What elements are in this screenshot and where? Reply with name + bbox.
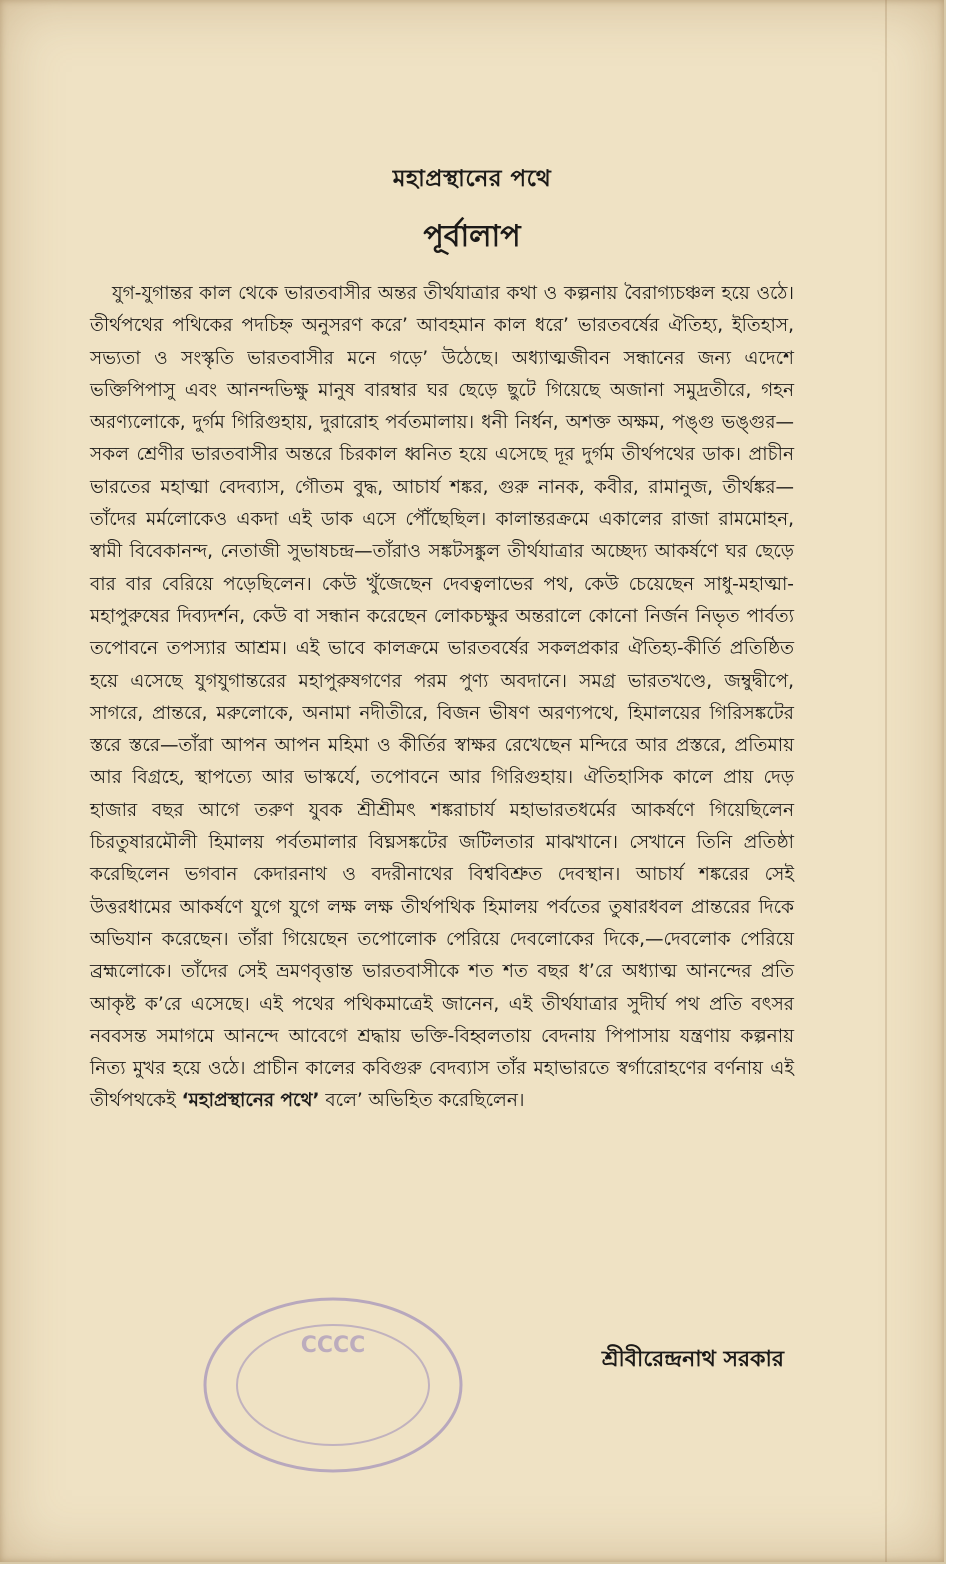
author-signature: শ্রীবীরেন্দ্রনাথ সরকার: [601, 1346, 784, 1372]
stamp-inner-ring: [237, 1325, 429, 1445]
body-paragraph: [90, 278, 794, 1118]
library-stamp: [198, 1290, 468, 1480]
body-text-emphasis: ‘মহাপ্রস্থানের পথে’: [181, 1090, 320, 1112]
body-text-main: যুগ-যুগান্তর কাল থেকে ভারতবাসীর অন্তর তীর্থযাত্রার কথা ও কল্পনায় বৈরাগ্যচঞ্চল হয়ে ওঠে। তীর্থপথের পথিকের পদচিহ্ন অনুসরণ করে’ আবহমান কাল ধরে’ ভারতবর্ষের ঐতিহ্য, ইতিহাস, সভ্যতা ও সংস্কৃতি ভারতবাসীর মনে গড়ে’ উঠেছে। অধ্যাত্মজীবন সন্ধানের জন্য এদেশে ভক্তিপিপাসু এবং আনন্দভিক্ষু মানুষ বারম্বার ঘর ছেড়ে ছুটে গিয়েছে অজানা সমুদ্রতীরে, গহন অরণ্যলোকে, দুর্গম গিরিগুহায়, দুরারোহ পর্বতমালায়। ধনী নির্ধন, অশক্ত অক্ষম, পঙ্গু ভঙ্গুর—সকল শ্রেণীর ভারতবাসীর অন্তরে চিরকাল ধ্বনিত হয়ে এসেছে দূর দুর্গম তীর্থপথের ডাক। প্রাচীন ভারতের মহাত্মা বেদব্যাস, গৌতম বুদ্ধ, আচার্য শঙ্কর, গুরু নানক, কবীর, রামানুজ, তীর্থঙ্কর—তাঁদের মর্মলোকেও একদা এই ডাক এসে পৌঁছেছিল। কালান্তরক্রমে একালের রাজা রামমোহন, স্বামী বিবেকানন্দ, নেতাজী সুভাষচন্দ্র—তাঁরাও সঙ্কটসঙ্কুল তীর্থযাত্রার অচ্ছেদ্য আকর্ষণে ঘর ছেড়ে বার বার বেরিয়ে পড়েছিলেন। কেউ খুঁজেছেন দেবত্বলাভের পথ, কেউ চেয়েছেন সাধু-মহাত্মা-মহাপুরুষের দিব্যদর্শন, কেউ বা সন্ধান করেছেন লোকচক্ষুর অন্তরালে কোনো নির্জন নিভৃত পার্বত্য তপোবনে তপস্যার আশ্রম। এই ভাবে কালক্রমে ভারতবর্ষের সকলপ্রকার ঐতিহ্য-কীর্তি প্রতিষ্ঠিত হয়ে এসেছে যুগযুগান্তরের মহাপুরুষগণের পরম পুণ্য অবদানে। সমগ্র ভারতখণ্ডে, জম্বুদ্বীপে, সাগরে, প্রান্তরে, মরুলোকে, অনামা নদীতীরে, বিজন ভীষণ অরণ্যপথে, হিমালয়ের গিরিসঙ্কটের স্তরে স্তরে—তাঁরা আপন আপন মহিমা ও কীর্তির স্বাক্ষর রেখেছেন মন্দিরে আর প্রস্তরে, প্রতিমায় আর বিগ্রহে, স্থাপত্যে আর ভাস্কর্যে, তপোবনে আর গিরিগুহায়। ঐতিহাসিক কালে প্রায় দেড় হাজার বছর আগে তরুণ যুবক শ্রীশ্রীমৎ শঙ্করাচার্য মহাভারতধর্মের আকর্ষণে গিয়েছিলেন চিরতুষারমৌলী হিমালয় পর্বতমালার বিঘ্নসঙ্কটের জটিলতার মাঝখানে। সেখানে তিনি প্রতিষ্ঠা করেছিলেন ভগবান কেদারনাথ ও বদরীনাথের বিশ্ববিশ্রুত দেবস্থান। আচার্য শঙ্করের সেই উত্তরধামের আকর্ষণে যুগে যুগে লক্ষ লক্ষ তীর্থপথিক হিমালয় পর্বতের তুষারধবল প্রান্তরের দিকে অভিযান করেছেন। তাঁরা গিয়েছেন তপোলোক পেরিয়ে দেবলোকের দিকে,—দেবলোক পেরিয়ে ব্রহ্মলোকে। তাঁদের সেই ভ্রমণবৃত্তান্ত ভারতবাসীকে শত শত বছর ধ’রে অধ্যাত্ম আনন্দের প্রতি আকৃষ্ট ক’রে এসেছে। এই পথের পথিকমাত্রেই জানেন, এই তীর্থযাত্রার সুদীর্ঘ পথ প্রতি বৎসর নববসন্ত সমাগমে আনন্দে আবেগে শ্রদ্ধায় ভক্তি-বিহ্বলতায় বেদনায় পিপাসায় যন্ত্রণায় কল্পনায় নিত্য মুখর হয়ে ওঠে। প্রাচীন কালের কবিগুরু বেদব্যাস তাঁর মহাভারতে স্বর্গারোহণের বর্ণনায় এই তীর্থপথকেই: [90, 283, 794, 1112]
stamp-outer-ring: [205, 1299, 461, 1471]
body-text-end: বলে’ অভিহিত করেছিলেন।: [325, 1090, 525, 1112]
page-title: পূর্বালাপ: [423, 219, 521, 254]
stamp-text: CCCC: [300, 1333, 366, 1358]
running-header: মহাপ্রস্থানের পথে: [392, 165, 552, 192]
